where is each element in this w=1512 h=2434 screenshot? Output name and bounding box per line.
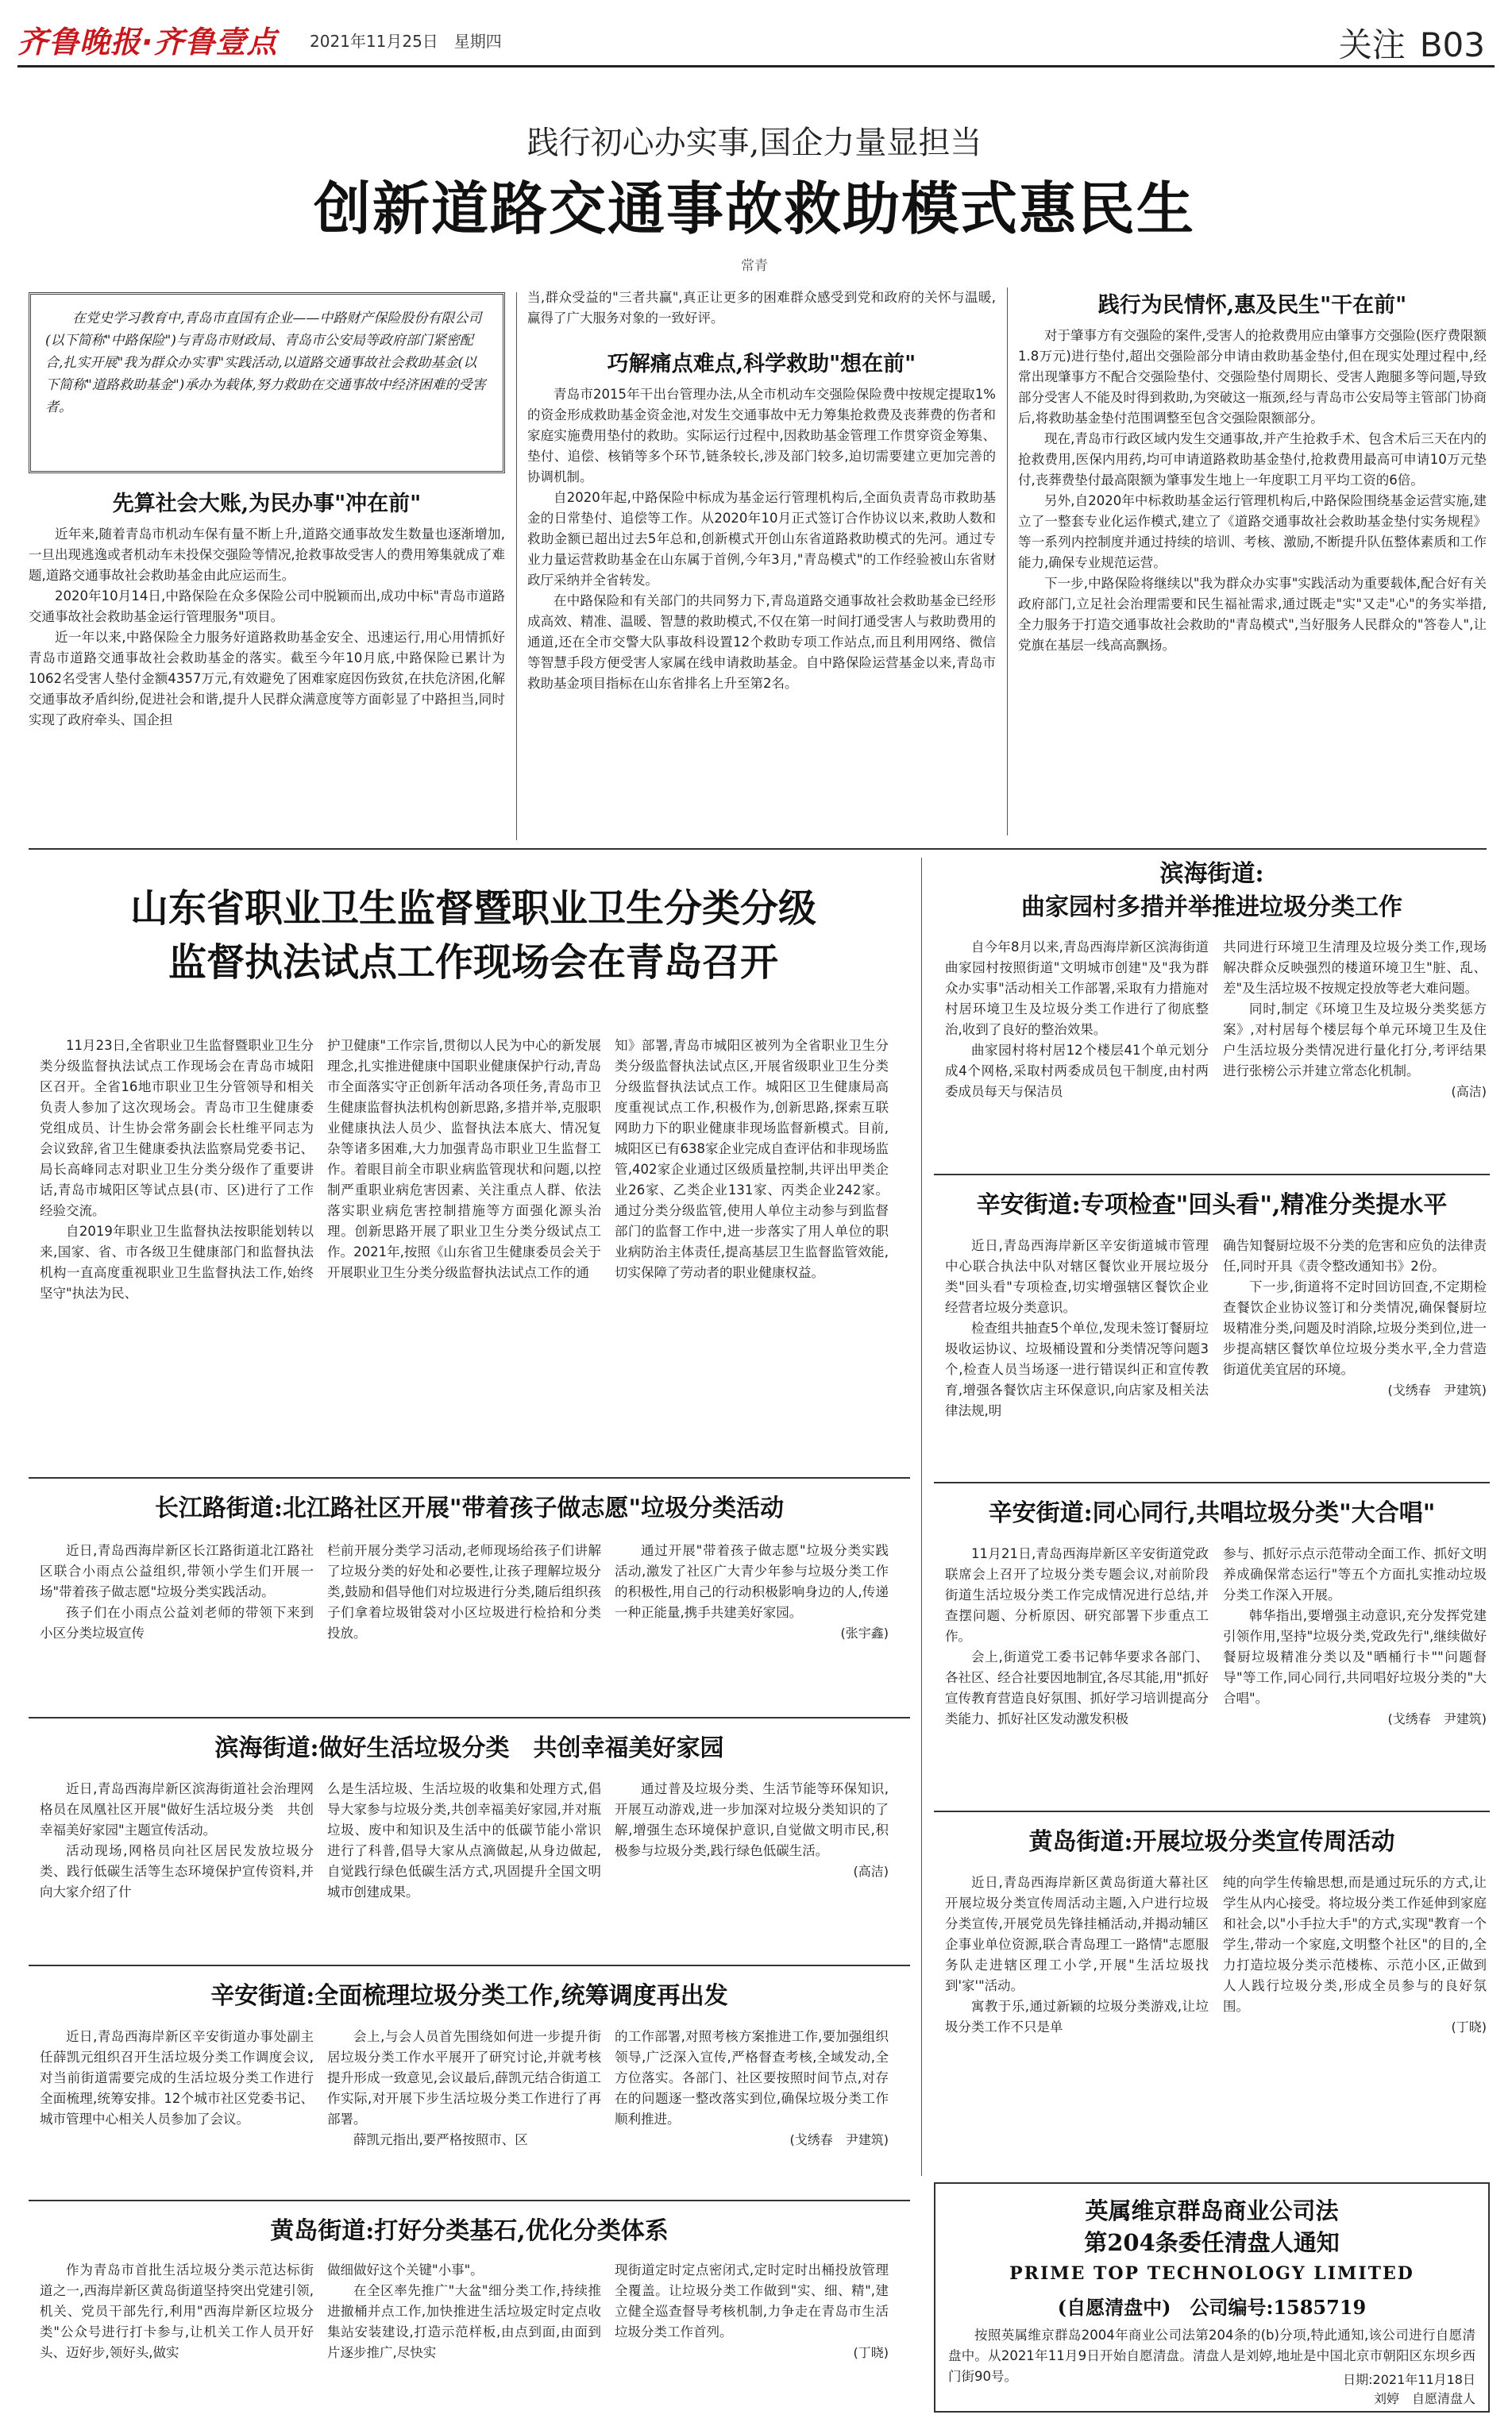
huangdao-1-col-1 bbox=[40, 2260, 314, 2419]
lead-col-2-top bbox=[527, 287, 996, 332]
page-header bbox=[0, 0, 1512, 68]
paragraph: 么是生活垃圾、生活垃圾的收集和处理方式,倡导大家参与垃圾分类,共创幸福美好家园,并对瓶垃圾、废中和知识及生活中的低碳节能小常识进行了科普,倡导大家从点滴做起,从身边做起,自觉践行绿色低碳生活方式,巩固提升全国文明城市创建成果。 bbox=[327, 1781, 601, 1900]
paragraph: 寓教于乐,通过新颖的垃圾分类游戏,让垃圾分类工作不只是单 bbox=[945, 1999, 1209, 2035]
occ-title-line-1: 山东省职业卫生监督暨职业卫生分类分级 bbox=[129, 886, 816, 931]
byline-signature: (戈绣春 尹建筑) bbox=[1387, 1711, 1487, 1726]
section-rule bbox=[934, 1174, 1490, 1175]
paragraph: 参与、抓好示点示范带动全面工作、抓好文明养成确保常态运行"等五个方面扎实推动垃圾分类工作深入开展。 bbox=[1223, 1546, 1487, 1603]
binhai-1-title: 曲家园村多措并举推进垃圾分类工作 bbox=[1021, 893, 1402, 921]
paragraph: 自今年8月以来,青岛西海岸新区滨海街道曲家园村按照街道"文明城市创建"及"我为群众办实事"活动相关工作部署,采取有力措施对村居环境卫生及垃圾分类工作进行了彻底整治,收到了良好的整治效果。 bbox=[945, 939, 1209, 1037]
binhai-title: 滨海街道:做好生活垃圾分类 共创幸福美好家园 bbox=[214, 1734, 724, 1762]
changjiang-title: 长江路街道:北江路社区开展"带着孩子做志愿"垃圾分类活动 bbox=[154, 1495, 785, 1522]
huangdao-1-title: 黄岛街道:打好分类基石,优化分类体系 bbox=[270, 2217, 669, 2245]
paragraph: 共同进行环境卫生清理及垃圾分类工作,现场解决群众反映强烈的楼道环境卫生"脏、乱、差"及生活垃圾不按规定投放等老大难问题。 bbox=[1223, 939, 1487, 996]
paragraph: 现在,青岛市行政区域内发生交通事故,并产生抢救手术、包含术后三天在内的抢救费用,医保内用药,均可申请道路救助基金垫付,抢救费用最高可申请10万元垫付,丧葬费垫付最高限额为肇事发生地上一年度职工月平均工资的6倍。 bbox=[1018, 431, 1487, 488]
binhai-1-kicker: 滨海街道: bbox=[1159, 860, 1264, 888]
lead-subheading-1: 先算社会大账,为民办事"冲在前" bbox=[112, 492, 422, 516]
paragraph: 近一年以来,中路保险全力服务好道路救助基金安全、迅速运行,用心用情抓好青岛市道路交通事故社会救助基金的落实。截至今年10月底,中路保险已累计为1062名受害人垫付金额4357万元,有效避免了困难家庭因伤致贫,在扶危济困,化解交通事故矛盾纠纷,促进社会和谐,提升人民群众满意度等方面彰显了中路担当,同时实现了政府牵头、国企担 bbox=[29, 630, 505, 727]
byline-signature: (张宇鑫) bbox=[840, 1626, 889, 1641]
paragraph: 下一步,中路保险将继续以"我为群众办实事"实践活动为重要载体,配合好有关政府部门,立足社会治理需要和民生福祉需求,通过既走"实"又走"心"的务实举措,全力服务于打造交通事故社会救助的"青岛模式",当好服务人民群众的"答卷人",让党旗在基层一线高高飘扬。 bbox=[1018, 576, 1487, 653]
occ-col-1 bbox=[40, 1036, 314, 1464]
lead-col-2 bbox=[527, 384, 996, 842]
paragraph: 另外,自2020年中标救助基金运行管理机构后,中路保险围绕基金运营实施,建立了一整套专业化运作模式,建立了《道路交通事故社会救助基金垫付实务规程》等一系列内控制度并通过持续的培训、考核、激励,不断提升队伍整体素质和工作能力,确保专业规范运营。 bbox=[1018, 493, 1487, 570]
issue-date: 2021年11月25日 星期四 bbox=[310, 32, 502, 51]
paragraph: 近日,青岛西海岸新区辛安街道城市管理中心联合执法中队对辖区餐饮业开展垃圾分类"回头看"专项检查,切实增强辖区餐饮企业经营者垃圾分类意识。 bbox=[945, 1238, 1209, 1315]
byline-signature: (高洁) bbox=[853, 1864, 889, 1879]
paragraph: 近日,青岛西海岸新区长江路街道北江路社区联合小雨点公益组织,带领小学生们开展一场"带着孩子做志愿"垃圾分类实践活动。 bbox=[40, 1543, 314, 1599]
xinan-1-col-2 bbox=[327, 2027, 601, 2193]
xinan-3-col-2 bbox=[1223, 1544, 1487, 1803]
xinan-2-title: 辛安街道:专项检查"回头看",精准分类提水平 bbox=[976, 1191, 1448, 1219]
paragraph: 会上,与会人员首先围绕如何进一步提升街居垃圾分类工作水平展开了研究讨论,并就考核提升形成一致意见,会议最后,薛凯元结合街道工作实际,对开展下步生活垃圾分类工作进行了再部署。 bbox=[327, 2029, 601, 2127]
notice-subtitle: (自愿清盘中) 公司编号:1585719 bbox=[1057, 2296, 1367, 2319]
paragraph: 11月23日,全省职业卫生监督暨职业卫生分类分级监督执法试点工作现场会在青岛市城阳区召开。全省16地市职业卫生分管领导和相关负责人参加了这次现场会。青岛市卫生健康委党组成员、计生协会常务副会长杜维平同志为会议致辞,省卫生健康委执法监察局党委书记、局长高峰同志对职业卫生分类分级作了重要讲话,青岛市城阳区等试点县(市、区)进行了工作经验交流。 bbox=[40, 1038, 314, 1218]
notice-signer: 刘婷 自愿清盘人 bbox=[1373, 2391, 1475, 2406]
paragraph: 11月21日,青岛西海岸新区辛安街道党政联席会上召开了垃圾分类专题会议,对前阶段街道生活垃圾分类工作完成情况进行总结,并查摆问题、分析原因、研究部署下步重点工作。 bbox=[945, 1546, 1209, 1644]
occ-title bbox=[29, 881, 918, 989]
liquidation-notice bbox=[934, 2182, 1490, 2413]
paragraph: 在中路保险和有关部门的共同努力下,青岛道路交通事故社会救助基金已经形成高效、精准、温暖、智慧的救助模式,不仅在第一时间打通受害人与救助费用的通道,还在全市交警大队事故科设置12个救助专项工作站点,而且利用网络、微信等智慧手段方便受害人家属在线申请救助基金。自中路保险运营基金以来,青岛市救助基金项目指标在山东省排名上升至第2名。 bbox=[527, 593, 996, 691]
page-number: B03 bbox=[1419, 25, 1485, 64]
notice-title bbox=[935, 2195, 1488, 2258]
notice-title-line-1: 英属维京群岛商业公司法 bbox=[1085, 2197, 1339, 2224]
byline-signature: (高洁) bbox=[1451, 1084, 1487, 1099]
masthead-sub: ·齐鲁壹点 bbox=[141, 25, 278, 60]
occ-col-3 bbox=[615, 1036, 889, 1464]
xinan-2-col-1 bbox=[945, 1236, 1209, 1474]
binhai-col-2 bbox=[327, 1779, 601, 1958]
byline-signature: (戈绣春 尹建筑) bbox=[789, 2132, 889, 2147]
paragraph: 做细做好这个关键"小事"。 bbox=[327, 2262, 484, 2278]
byline-signature: (丁晓) bbox=[1451, 2019, 1487, 2035]
binhai-1-col-1 bbox=[945, 937, 1209, 1167]
paragraph: 自2020年起,中路保险中标成为基金运行管理机构后,全面负责青岛市救助基金的日常垫付、追偿等工作。从2020年10月正式签订合作协议以来,救助人数和救助金额已超出过去5年总和,创新模式开创山东省道路救助模式的先河。通过专业力量运营救助基金在山东属于首例,今年3月,"青岛模式"的工作经验被山东省财政厅采纳并全省转发。 bbox=[527, 490, 996, 588]
huangdao-1-col-3 bbox=[615, 2260, 889, 2419]
section-rule bbox=[29, 1965, 910, 1966]
paragraph: 活动现场,网格员向社区居民发放垃圾分类、践行低碳生活等生态环境保护宣传资料,并向大家介绍了什 bbox=[40, 1843, 314, 1900]
section-rule bbox=[29, 1717, 910, 1718]
paragraph: 的工作部署,对照考核方案推进工作,要加强组织领导,广泛深入宣传,严格督查考核,全域发动,全方位落实。各部门、社区要按照时间节点,对存在的问题逐一整改落实到位,确保垃圾分类工作顺利推进。 bbox=[615, 2029, 889, 2127]
paragraph: 曲家园村将村居12个楼层41个单元划分成4个网格,采取村两委成员包干制度,由村两委成员每天与保洁员 bbox=[945, 1043, 1209, 1099]
section-rule bbox=[29, 848, 1487, 850]
xinan-3-col-1 bbox=[945, 1544, 1209, 1803]
lead-kicker: 践行初心办实事,国企力量显担当 bbox=[526, 125, 982, 161]
lead-col-3 bbox=[1018, 326, 1487, 842]
paragraph: 自2019年职业卫生监督执法按职能划转以来,国家、省、市各级卫生健康部门和监督执法机构一直高度重视职业卫生监督执法工作,始终坚守"执法为民、 bbox=[40, 1224, 314, 1301]
column-divider bbox=[1007, 287, 1008, 835]
paragraph: 在全区率先推广"大盆"细分类工作,持续推进撤桶并点工作,加快推进生活垃圾定时定点收集站安装建设,打造示范样板,由点到面,由面到片逐步推广,尽快实 bbox=[327, 2283, 601, 2360]
changjiang-col-1 bbox=[40, 1541, 314, 1707]
paragraph: 检查组共抽查5个单位,发现未签订餐厨垃圾收运协议、垃圾桶设置和分类情况等问题3个,检查人员当场逐一进行错误纠正和宣传教育,增强各餐饮店主环保意识,向店家及相关法律法规,明 bbox=[945, 1321, 1209, 1418]
paragraph: 对于肇事方有交强险的案件,受害人的抢救费用应由肇事方交强险(医疗费限额1.8万元)进行垫付,超出交强险部分申请由救助基金垫付,但在现实处理过程中,经常出现肇事方不配合交强险垫付、交强险垫付周期长、受害人跑腿多等问题,导致部分受害人不能及时得到救助,为突破这一瓶颈,经与青岛市公安局等主管部门协商后,将救助基金垫付范围调整至包含交强险限额部分。 bbox=[1018, 328, 1487, 426]
xinan-1-col-1 bbox=[40, 2027, 314, 2193]
binhai-col-3 bbox=[615, 1779, 889, 1958]
column-divider bbox=[516, 292, 517, 840]
huangdao-2-title: 黄岛街道:开展垃圾分类宣传周活动 bbox=[1028, 1828, 1395, 1856]
section-rule bbox=[934, 1811, 1490, 1812]
paragraph: 薛凯元指出,要严格按照市、区 bbox=[353, 2132, 528, 2147]
paragraph: 栏前开展分类学习活动,老师现场给孩子们讲解了垃圾分类的好处和必要性,让孩子理解垃圾分类,鼓励和倡导他们对垃圾进行分类,随后组织孩子们拿着垃圾钳袋对小区垃圾进行检拾和分类投放。 bbox=[327, 1543, 601, 1641]
header-rule bbox=[17, 65, 1495, 68]
occ-col-2 bbox=[327, 1036, 601, 1464]
paragraph: 知》部署,青岛市城阳区被列为全省职业卫生分类分级监督执法试点区,开展省级职业卫生分类分级监督执法试点工作。城阳区卫生健康局高度重视试点工作,积极作为,创新思路,探索互联网助力下的职业健康非现场监督新模式。目前,城阳区已有638家企业完成自查评估和非现场监管,402家企业通过区级质量控制,共评出甲类企业26家、乙类企业131家、丙类企业242家。通过分类分级监管,使用人单位主动参与到监督部门的监督工作中,进一步落实了用人单位的职业病防治主体责任,提高基层卫生监督监管效能,切实保障了劳动者的职业健康权益。 bbox=[615, 1038, 889, 1280]
binhai-col-1 bbox=[40, 1779, 314, 1958]
paragraph: 下一步,街道将不定时回访回查,不定期检查餐饮企业协议签订和分类情况,确保餐厨垃圾精准分类,问题及时消除,垃圾分类到位,进一步提高辖区餐饮单位垃圾分类水平,全力营造街道优美宜居的环境。 bbox=[1223, 1279, 1487, 1377]
paragraph: 会上,街道党工委书记韩华要求各部门、各社区、经合社要因地制宜,各尽其能,用"抓好宣传教育营造良好氛围、抓好学习培训提高分类能力、抓好社区发动激发积极 bbox=[945, 1649, 1209, 1726]
section-rule bbox=[29, 1477, 910, 1479]
paragraph: 通过普及垃圾分类、生活节能等环保知识,开展互动游戏,进一步加深对垃圾分类知识的了解,增强生态环境保护意识,自觉做文明市民,积极参与垃圾分类,践行绿色低碳生活。 bbox=[615, 1781, 889, 1858]
xinan-2-col-2 bbox=[1223, 1236, 1487, 1474]
masthead-logo bbox=[17, 17, 277, 61]
paragraph: 近年来,随着青岛市机动车保有量不断上升,道路交通事故发生数量也逐渐增加,一旦出现逃逸或者机动车未投保交强险等情况,抢救事故受害人的费用筹集就成了难题,道路交通事故社会救助基金由此应运而生。 bbox=[29, 527, 505, 583]
occ-title-line-2: 监督执法试点工作现场会在青岛召开 bbox=[168, 940, 778, 985]
paragraph: 2020年10月14日,中路保险在众多保险公司中脱颖而出,成功中标"青岛市道路交通事故社会救助基金运行管理服务"项目。 bbox=[29, 588, 505, 624]
byline-signature: (丁晓) bbox=[853, 2345, 889, 2360]
paragraph: 同时,制定《环境卫生及垃圾分类奖惩方案》,对村居每个楼层每个单元环境卫生及住户生活垃圾分类情况进行量化打分,考评结果进行张榜公示并建立常态化机制。 bbox=[1223, 1001, 1487, 1078]
xinan-3-title: 辛安街道:同心同行,共唱垃圾分类"大合唱" bbox=[988, 1499, 1436, 1527]
lead-intro-box: 在党史学习教育中,青岛市直国有企业——中路财产保险股份有限公司(以下简称"中路保险")与青岛市财政局、青岛市公安局等政府部门紧密配合,扎实开展"我为群众办实事"实践活动,以道路交通事故社会救助基金(以下简称"道路救助基金")承办为载体,努力救助在交通事故中经济困难的受害者。 bbox=[29, 292, 505, 473]
lead-subheading-2: 巧解痛点难点,科学救助"想在前" bbox=[607, 352, 916, 376]
section-marker bbox=[1339, 19, 1485, 67]
paragraph: 作为青岛市首批生活垃圾分类示范达标街道之一,西海岸新区黄岛街道坚持突出党建引领,机关、党员干部先行,利用"西海岸新区垃圾分类"公众号进行打卡参与,让机关工作人员开好头、迈好步,领好头,做实 bbox=[40, 2262, 314, 2360]
paragraph: 孩子们在小雨点公益刘老师的带领下来到小区分类垃圾宣传 bbox=[40, 1605, 314, 1641]
lead-title: 创新道路交通事故救助模式惠民生 bbox=[313, 175, 1195, 242]
paragraph: 确告知餐厨垃圾不分类的危害和应负的法律责任,同时开具《责令整改通知书》2份。 bbox=[1223, 1238, 1487, 1274]
notice-company-en: PRIME TOP TECHNOLOGY LIMITED bbox=[1009, 2263, 1414, 2284]
notice-date: 日期:2021年11月18日 bbox=[1343, 2372, 1475, 2387]
byline-signature: (戈绣春 尹建筑) bbox=[1387, 1383, 1487, 1398]
masthead-title: 齐鲁晚报 bbox=[17, 25, 142, 60]
huangdao-2-col-1 bbox=[945, 1873, 1209, 2119]
paragraph: 近日,青岛西海岸新区滨海街道社会治理网格员在凤凰社区开展"做好生活垃圾分类 共创幸福美好家园"主题宣传活动。 bbox=[40, 1781, 314, 1838]
lead-col-1 bbox=[29, 524, 505, 842]
lead-byline: 常青 bbox=[741, 258, 768, 274]
section-name: 关注 bbox=[1338, 25, 1406, 64]
lead-subheading-3: 践行为民情怀,惠及民生"干在前" bbox=[1097, 293, 1407, 318]
binhai-1-heading bbox=[934, 858, 1490, 924]
paragraph: 韩华指出,要增强主动意识,充分发挥党建引领作用,坚持"垃圾分类,党政先行",继续做好餐厨垃圾精准分类以及"晒桶行卡""问题督导"等工作,同心同行,共同唱好垃圾分类的"大合唱"。 bbox=[1223, 1608, 1487, 1706]
paragraph: 青岛市2015年干出台管理办法,从全市机动车交强险保险费中按规定提取1%的资金形成救助基金资金池,对发生交通事故中无力筹集抢救费及丧葬费的伤者和家庭实施费用垫付的救助。实际运行过程中,因救助基金管理工作贯穿资金筹集、垫付、追偿、核销等多个环节,链条较长,涉及部门较多,迫切需要建立更加完善的协调机制。 bbox=[527, 387, 996, 484]
notice-title-line-2: 第204条委任清盘人通知 bbox=[1084, 2229, 1340, 2256]
changjiang-col-2 bbox=[327, 1541, 601, 1707]
paragraph: 当,群众受益的"三者共赢",真正让更多的困难群众感受到党和政府的关怀与温暖,赢得了广大服务对象的一致好评。 bbox=[527, 290, 996, 326]
notice-body: 按照英属维京群岛2004年商业公司法第204条的(b)分项,特此通知,该公司进行自愿清盘中。从2021年11月9日开始自愿清盘。清盘人是刘婷,地址是中国北京市朝阳区东坝乡西门街90号。 bbox=[948, 2328, 1475, 2384]
section-rule bbox=[29, 2200, 910, 2201]
column-divider bbox=[921, 858, 922, 2176]
huangdao-2-col-2 bbox=[1223, 1873, 1487, 2119]
paragraph: 通过开展"带着孩子做志愿"垃圾分类实践活动,激发了社区广大青少年参与垃圾分类工作的积极性,用自己的行动积极影响身边的人,传递一种正能量,携手共建美好家园。 bbox=[615, 1543, 889, 1620]
paragraph: 近日,青岛西海岸新区黄岛街道大幕社区开展垃圾分类宣传周活动主题,入户进行垃圾分类宣传,开展党员先锋挂桶活动,并揭动辅区企事业单位资源,联合青岛理工一路情"志愿服务队走进辖区理工小学,开展"生活垃圾找到'家'"活动。 bbox=[945, 1875, 1209, 1993]
binhai-1-col-2 bbox=[1223, 937, 1487, 1167]
paragraph: 纯的向学生传输思想,而是通过玩乐的方式,让学生从内心接受。将垃圾分类工作延伸到家庭和社会,以"小手拉大手"的方式,实现"教育一个学生,带动一个家庭,文明整个社区"的目的,全力打造垃圾分类示范楼栋、示范小区,正做到人人践行垃圾分类,形成全员参与的良好氛围。 bbox=[1223, 1875, 1487, 2014]
paragraph: 护卫健康"工作宗旨,贯彻以人民为中心的新发展理念,扎实推进健康中国职业健康保护行动,青岛市全面落实守正创新年活动各项任务,青岛市卫生健康监督执法机构创新思路,多措并举,克服职业健康执法人员少、监督执法本底大、情况复杂等诸多困难,大力加强青岛市职业卫生监督工作。着眼目前全市职业病监管现状和问题,以控制严重职业病危害因素、关注重点人群、依法落实职业病危害控制措施等方面强化源头治理。创新思路开展了职业卫生分类分级试点工作。2021年,按照《山东省卫生健康委员会关于开展职业卫生分类分级监督执法试点工作的通 bbox=[327, 1038, 601, 1280]
xinan-1-title: 辛安街道:全面梳理垃圾分类工作,统筹调度再出发 bbox=[210, 1982, 728, 2010]
huangdao-1-col-2 bbox=[327, 2260, 601, 2419]
section-rule bbox=[934, 1482, 1490, 1483]
paragraph: 近日,青岛西海岸新区辛安街道办事处副主任薛凯元组织召开生活垃圾分类工作调度会议,对当前街道需要完成的生活垃圾分类工作进行全面梳理,统筹安排。12个城市社区党委书记、城市管理中心相关人员参加了会议。 bbox=[40, 2029, 314, 2127]
paragraph: 现街道定时定点密闭式,定时定时出桶投放管理全覆盖。让垃圾分类工作做到"实、细、精",建立健全巡查督导考核机制,力争走在青岛市生活垃圾分类工作首列。 bbox=[615, 2262, 889, 2339]
xinan-1-col-3 bbox=[615, 2027, 889, 2193]
changjiang-col-3 bbox=[615, 1541, 889, 1707]
